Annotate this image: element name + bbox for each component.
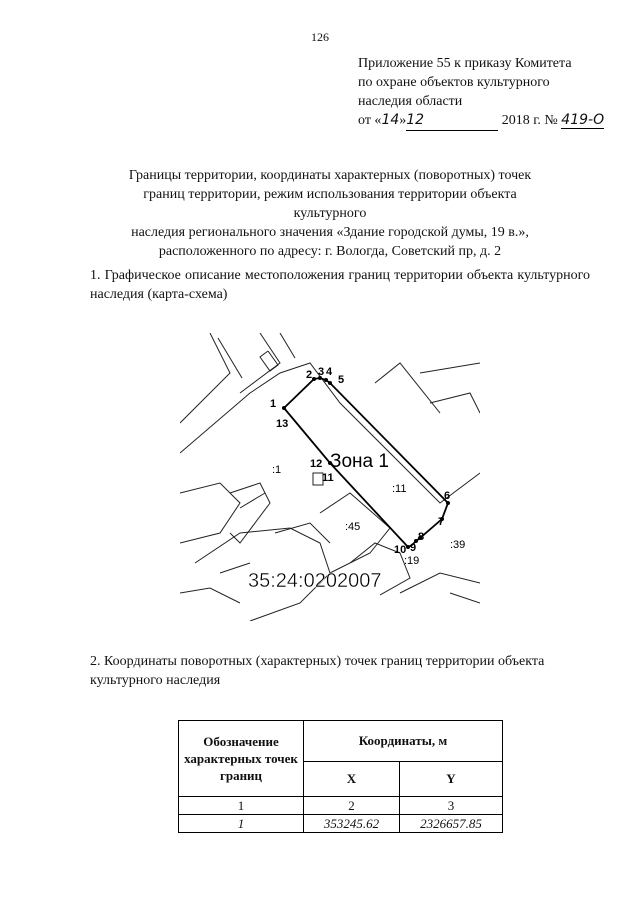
appendix-line-3: наследия области [358, 94, 463, 109]
table-row [179, 815, 503, 833]
parcel-label-19: :19 [404, 555, 420, 567]
title-line-2: границ территории, режим использования территории объекта культурного [143, 187, 517, 221]
zone-label: Зона 1 [330, 451, 389, 472]
point-label-11: 11 [322, 472, 334, 484]
appendix-line-1: Приложение 55 к приказу Комитета [358, 56, 572, 71]
point-label-6: 6 [444, 490, 451, 502]
point-label-13: 13 [276, 418, 289, 430]
date-prefix: от « [358, 113, 382, 128]
point-label-1: 1 [270, 398, 277, 410]
title-line-4: расположенного по адресу: г. Вологда, Советский пр, д. 2 [158, 244, 502, 259]
header-point-designation: Обозначение характерных точек границ [179, 721, 304, 797]
appendix-line-2: по охране объектов культурного [358, 75, 550, 90]
header-y: Y [400, 762, 503, 797]
point-label-2: 2 [306, 369, 313, 381]
handwritten-order-number: 419-О [561, 112, 605, 128]
point-label-8: 8 [418, 531, 425, 543]
point-label-7: 7 [438, 516, 445, 528]
row-y: 2326657.85 [400, 815, 503, 833]
point-label-10: 10 [394, 544, 407, 556]
document-title [110, 166, 550, 261]
col-number-3: 3 [400, 797, 503, 815]
parcel-label-11: :11 [392, 483, 407, 495]
section-2-line-2: культурного наследия [90, 673, 221, 688]
title-line-3: наследия регионального значения «Здание городской думы, 19 в.», [131, 225, 529, 240]
appendix-header [358, 54, 628, 131]
row-x: 353245.62 [304, 815, 400, 833]
coordinates-table [178, 720, 503, 833]
date-quote: » [399, 113, 407, 128]
parcel-label-45: :45 [345, 521, 361, 533]
section-1-heading: 1. Графическое описание местоположения границ территории объекта культурного наследия (карта-схема) [90, 268, 590, 302]
point-label-12: 12 [310, 458, 323, 470]
handwritten-day: 14 [381, 112, 400, 128]
section-2-line-1: 2. Координаты поворотных (характерных) точек границ территории объекта [90, 654, 545, 669]
parcel-label-1: :1 [272, 464, 282, 476]
col-number-2: 2 [304, 797, 400, 815]
point-label-3: 3 [318, 366, 325, 378]
cadastral-quarter-label: 35:24:0202007 [248, 570, 382, 592]
col-number-1: 1 [179, 797, 304, 815]
appendix-date-line [358, 111, 628, 131]
title-line-1: Границы территории, координаты характерных (поворотных) точек [128, 168, 532, 183]
cadastral-map [180, 333, 480, 621]
handwritten-month: 12 [406, 111, 498, 131]
year-text: 2018 г. № [501, 113, 558, 128]
header-x: X [304, 762, 400, 797]
row-point: 1 [179, 815, 304, 833]
page-number: 126 [311, 30, 329, 44]
point-label-5: 5 [338, 374, 345, 386]
point-label-9: 9 [410, 542, 417, 554]
point-label-4: 4 [326, 366, 333, 378]
column-number-row [179, 797, 503, 815]
header-coordinates: Координаты, м [304, 721, 503, 762]
section-2-heading [90, 652, 590, 690]
parcel-label-39: :39 [450, 539, 466, 551]
